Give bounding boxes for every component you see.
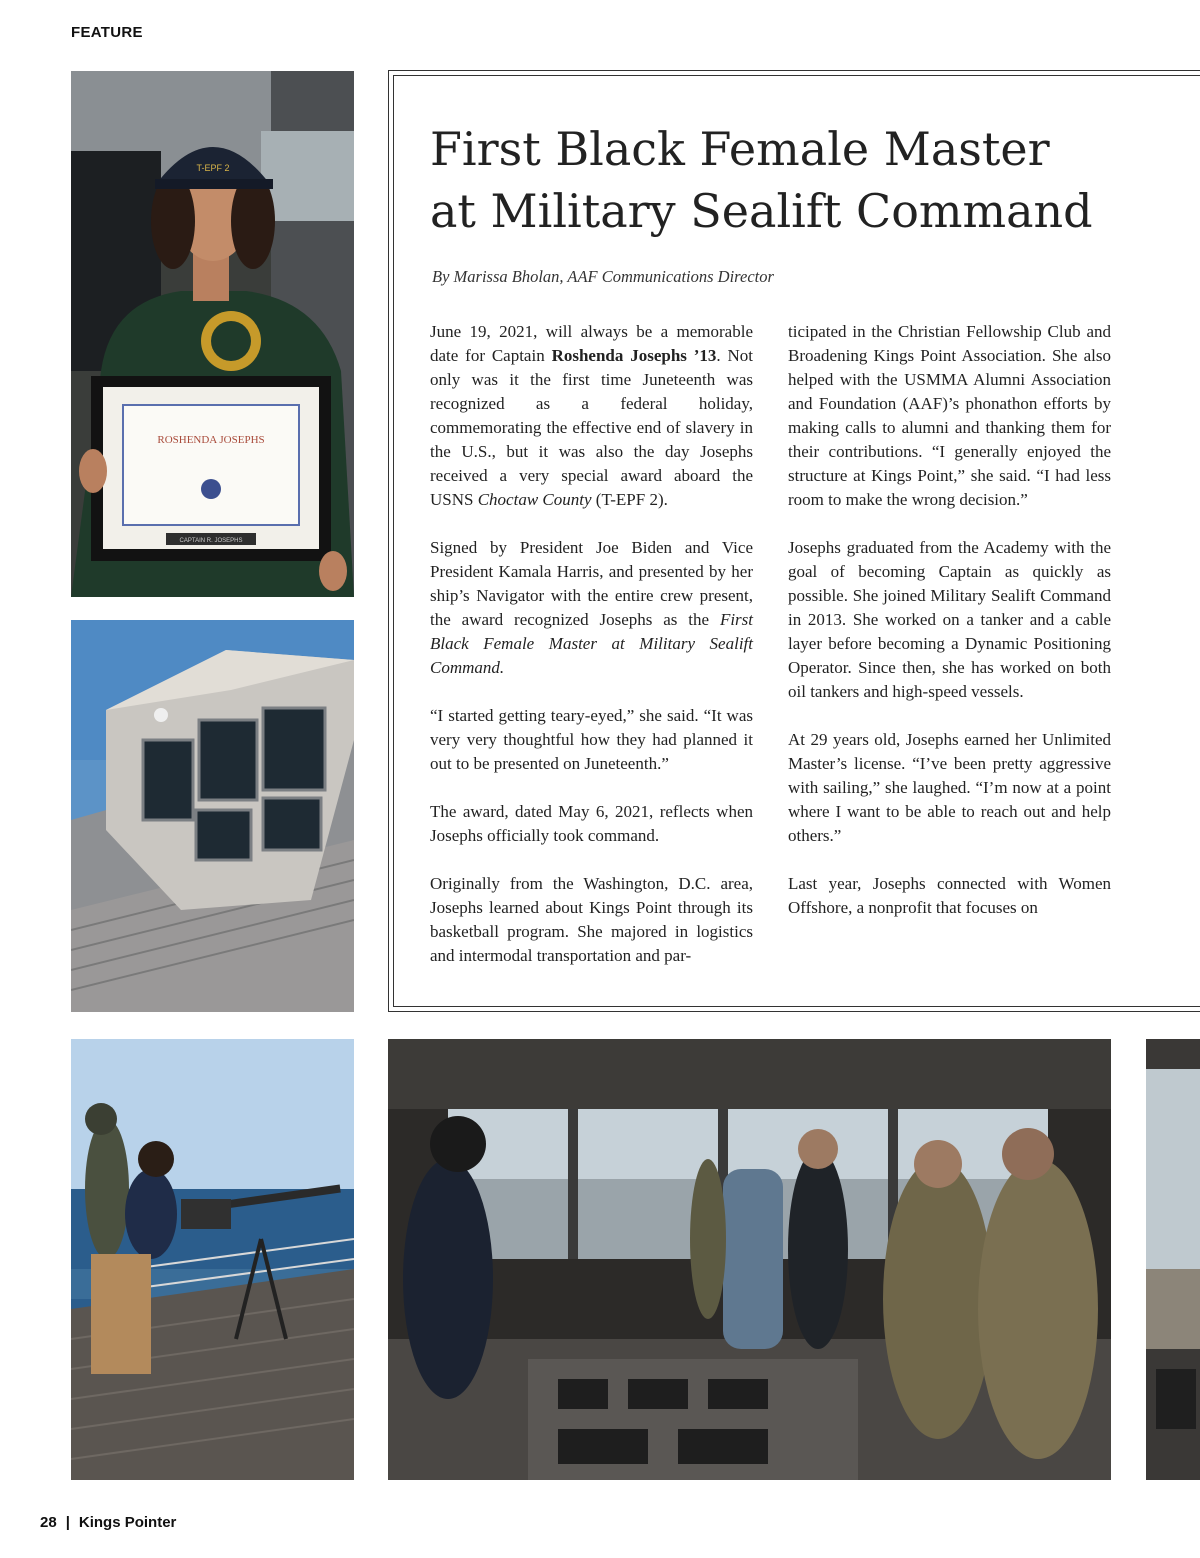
photo-deck-gun (71, 1039, 354, 1480)
photo-captain-with-certificate (71, 71, 354, 597)
article-headline (430, 118, 1130, 242)
publication-name: Kings Pointer (78, 1514, 177, 1531)
paragraph: Originally from the Washington, D.C. area, Josephs learned about Kings Point through its basketball program. She majored in logistics and intermodal transportation and par- (430, 874, 753, 965)
article-column-left (430, 320, 753, 968)
ship-name-italic: Choctaw County (477, 490, 592, 509)
page-footer (40, 1514, 176, 1531)
article-byline: By Marissa Bholan, AAF Communications Director (432, 267, 774, 286)
name-bold: Roshenda Josephs ’13 (551, 346, 717, 365)
photo-bridge-tower (71, 620, 354, 1012)
paragraph (430, 320, 753, 512)
paragraph: ticipated in the Christian Fellowship Club and Broadening Kings Point Association. She also helped with the USMMA Alumni Association and Foundation (AAF)’s phonathon efforts by making calls to alumni and thanking them for their contributions. “I generally enjoyed the structure at Kings Point,” she said. “I had less room to make the wrong decision.” (788, 322, 1111, 509)
paragraph: At 29 years old, Josephs earned her Unlimited Master’s license. “I’ve been pretty aggressive with sailing,” she laughed. “I’m now at a point where I want to be able to reach out and help others.” (788, 730, 1111, 845)
headline-line1: First Black Female Master (430, 122, 1050, 176)
text-run: Signed by President Joe Biden and Vice President Kamala Harris, and presented by her ship’s Navigator with the entire crew present, the award recognized Josephs as the (430, 538, 753, 629)
section-label: FEATURE (71, 24, 143, 41)
cap-text: T-EPF 2 (196, 163, 230, 173)
paragraph: The award, dated May 6, 2021, reflects when Josephs officially took command. (430, 802, 753, 845)
award-title-italic: First Black Female Master at Military Sealift Command. (430, 610, 753, 677)
paragraph: Josephs graduated from the Academy with the goal of becoming Captain as quickly as possible. She joined Military Sealift Command in 2013. She worked on a tanker and a cable layer before becoming a Dynamic Positioning Operator. Since then, she has worked on both oil tankers and high-speed vessels. (788, 538, 1111, 701)
text-run: (T-EPF 2). (591, 490, 668, 509)
text-run: June 19, 2021, will always be a memorable date for Captain (430, 322, 753, 365)
paragraph: Last year, Josephs connected with Women Offshore, a nonprofit that focuses on (788, 874, 1111, 917)
photo-bridge-interior-crew (388, 1039, 1111, 1480)
photo-edge-sliver (1146, 1039, 1200, 1480)
paragraph (430, 536, 753, 680)
page-number: 28 (40, 1514, 57, 1531)
text-run: . Not only was it the first time Juneteenth was recognized as a federal holiday, commemorating the effective end of slavery in the U.S., but it was also the day Josephs received a very special award aboard the USNS (430, 346, 754, 509)
article-column-right (788, 320, 1111, 920)
paragraph: “I started getting teary-eyed,” she said. “It was very very thoughtful how they had planned it out to be presented on Juneteenth.” (430, 706, 753, 773)
footer-separator: | (65, 1514, 70, 1531)
headline-line2: at Military Sealift Command (430, 184, 1093, 238)
nameplate: CAPTAIN R. JOSEPHS (179, 538, 243, 544)
certificate-name: ROSHENDA JOSEPHS (157, 434, 265, 446)
